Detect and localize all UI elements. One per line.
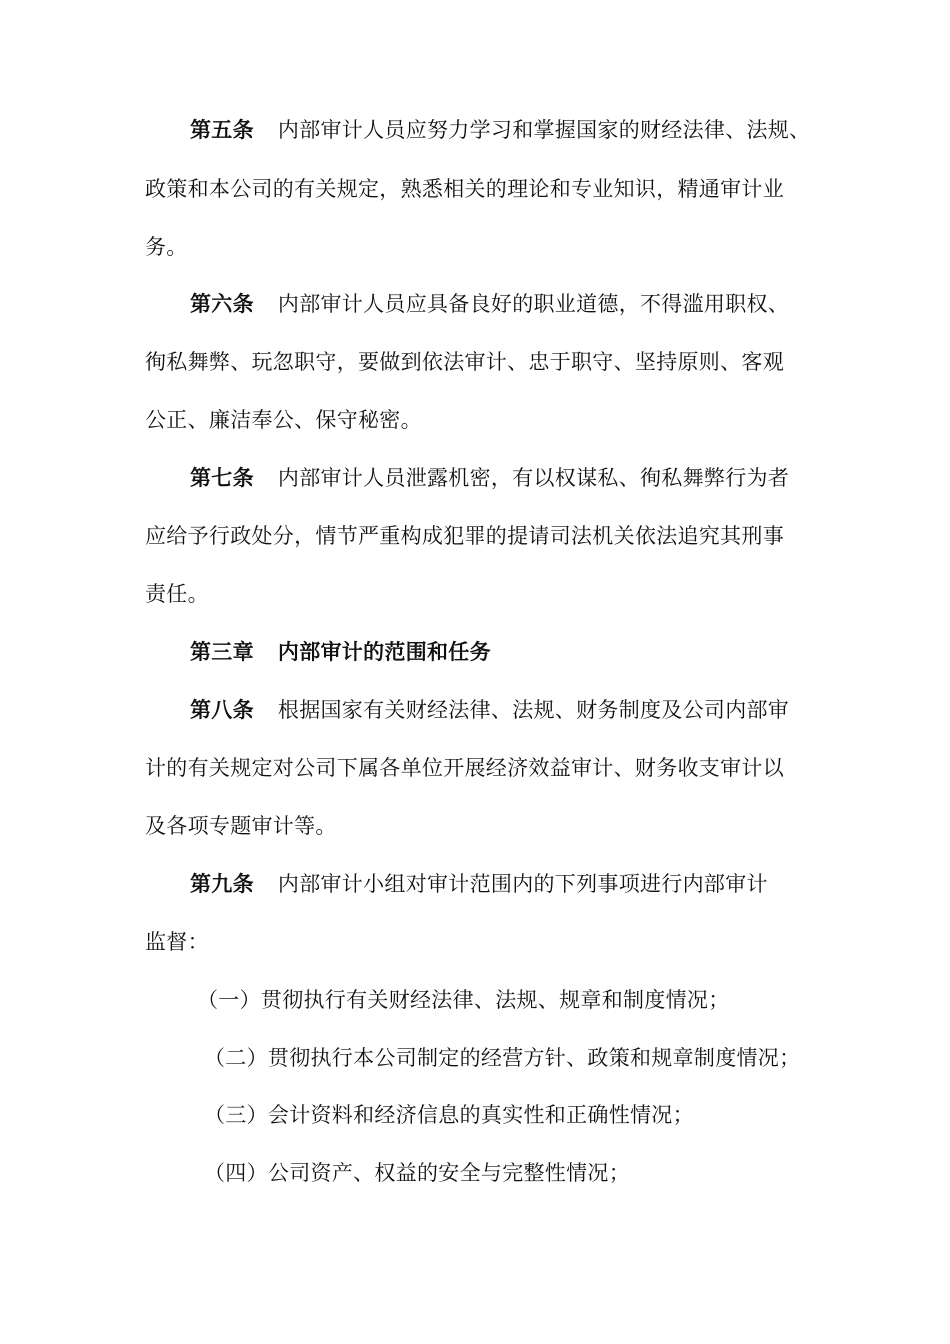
article-5-line-2: 政策和本公司的有关规定，熟悉相关的理论和专业知识，精通审计业 [145, 177, 784, 201]
article-6-text: 内部审计人员应具备良好的职业道德，不得滥用职权、 [277, 292, 790, 316]
article-7-text: 内部审计人员泄露机密，有以权谋私、徇私舞弊行为者 [277, 466, 790, 490]
article-9-line-1 [190, 870, 768, 898]
article-7-line-3: 责任。 [145, 582, 209, 606]
article-7-line-1 [190, 464, 789, 492]
chapter-3-label: 第三章 [190, 640, 254, 664]
list-item: （三）会计资料和经济信息的真实性和正确性情况； [204, 1103, 694, 1127]
article-8-label: 第八条 [190, 698, 254, 722]
article-6-label: 第六条 [190, 292, 254, 316]
article-8-line-1 [190, 696, 789, 724]
article-8-line-2: 计的有关规定对公司下属各单位开展经济效益审计、财务收支审计以 [145, 756, 784, 780]
article-8-line-3: 及各项专题审计等。 [145, 814, 337, 838]
article-7-line-2: 应给予行政处分，情节严重构成犯罪的提请司法机关依法追究其刑事 [145, 524, 784, 548]
article-8-text: 根据国家有关财经法律、法规、财务制度及公司内部审 [277, 698, 790, 722]
list-item: （二）贯彻执行本公司制定的经营方针、政策和规章制度情况； [204, 1046, 801, 1070]
article-9-label: 第九条 [190, 872, 254, 896]
article-9-line-2: 监督： [145, 930, 209, 954]
article-6-line-2: 徇私舞弊、玩忽职守，要做到依法审计、忠于职守、坚持原则、客观 [145, 350, 784, 374]
article-5-label: 第五条 [190, 118, 254, 142]
article-5-text: 内部审计人员应努力学习和掌握国家的财经法律、法规、 [277, 118, 811, 142]
article-7-label: 第七条 [190, 466, 254, 490]
article-5-line-3: 务。 [145, 235, 188, 259]
chapter-3-heading [190, 638, 491, 666]
list-item: （四）公司资产、权益的安全与完整性情况； [204, 1161, 630, 1185]
chapter-3-title: 内部审计的范围和任务 [277, 640, 491, 664]
article-5-line-1 [190, 116, 810, 144]
article-6-line-3: 公正、廉洁奉公、保守秘密。 [145, 408, 422, 432]
article-9-text: 内部审计小组对审计范围内的下列事项进行内部审计 [277, 872, 768, 896]
article-6-line-1 [190, 290, 789, 318]
list-item: （一）贯彻执行有关财经法律、法规、规章和制度情况； [197, 988, 730, 1012]
